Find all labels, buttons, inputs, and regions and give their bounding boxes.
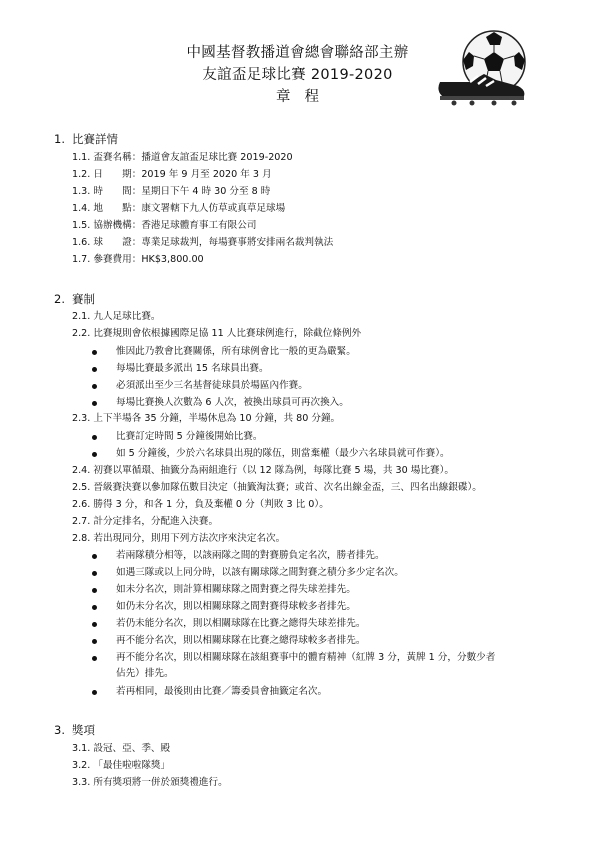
list-item: 1.2. 日 期：2019 年 9 月至 2020 年 3 月 xyxy=(72,169,272,180)
bullet-icon xyxy=(92,622,97,627)
soccer-ball-and-boot-icon xyxy=(434,26,534,108)
section-title: 獎項 xyxy=(72,723,95,737)
competition-title: 友誼盃足球比賽 2019-2020 xyxy=(202,67,393,83)
list-item: 2.5. 晉級賽決賽以參加隊伍數目決定（抽籤淘汰賽；或首、次名出線金盃，三、四名出線銀碟）。 xyxy=(72,482,482,493)
bullet-icon xyxy=(92,401,97,406)
list-item: 2.8. 若出現同分，則用下列方法次序來決定名次。 xyxy=(72,533,286,544)
list-item: 1.5. 協辦機構：香港足球體育事工有限公司 xyxy=(72,220,257,231)
list-item: 2.3. 上下半場各 35 分鐘，半場休息為 10 分鐘，共 80 分鐘。 xyxy=(72,413,341,424)
section-number: 3. xyxy=(54,723,65,737)
organizer-title: 中國基督教播道會總會聯絡部主辦 xyxy=(186,45,409,61)
list-item: 2.4. 初賽以單循環、抽籤分為兩組進行（以 12 隊為例，每隊比賽 5 場，共 30 場比賽）。 xyxy=(72,465,454,476)
list-item: 2.7. 計分定排名，分配進入決賽。 xyxy=(72,516,219,527)
section-heading xyxy=(54,722,95,738)
list-item: 2.1. 九人足球比賽。 xyxy=(72,311,161,322)
bullet-icon xyxy=(92,605,97,610)
bullet-icon xyxy=(92,588,97,593)
list-item: 3.2. 「最佳啦啦隊獎」 xyxy=(72,760,171,771)
list-item: 1.1. 盃賽名稱：播道會友誼盃足球比賽 2019-2020 xyxy=(72,152,293,163)
list-item: 3.3. 所有獎項將一併於頒獎禮進行。 xyxy=(72,777,228,788)
bullet-item-continuation: 佔先）排先。 xyxy=(116,668,174,679)
document-type-title: 章程 xyxy=(276,89,333,105)
list-item: 1.7. 參賽費用：HK$3,800.00 xyxy=(72,254,204,265)
section-number: 2. xyxy=(54,292,65,306)
section-heading xyxy=(54,291,95,307)
list-item: 1.6. 球 證：專業足球裁判，每場賽事將安排兩名裁判執法 xyxy=(72,237,334,248)
bullet-icon xyxy=(92,656,97,661)
list-item: 3.1. 設冠、亞、季、殿 xyxy=(72,743,171,754)
bullet-icon xyxy=(92,350,97,355)
list-item: 1.3. 時 間：星期日下午 4 時 30 分至 8 時 xyxy=(72,186,271,197)
section-title: 賽制 xyxy=(72,292,95,306)
bullet-icon xyxy=(92,571,97,576)
bullet-icon xyxy=(92,435,97,440)
bullet-icon xyxy=(92,639,97,644)
bullet-icon xyxy=(92,367,97,372)
list-item: 1.4. 地 點：康文署轄下九人仿草或真草足球場 xyxy=(72,203,286,214)
bullet-icon xyxy=(92,554,97,559)
section-title: 比賽詳情 xyxy=(72,132,118,146)
list-item: 2.6. 勝得 3 分，和各 1 分，負及棄權 0 分（判敗 3 比 0）。 xyxy=(72,499,329,510)
section-number: 1. xyxy=(54,132,65,146)
bullet-icon xyxy=(92,384,97,389)
bullet-icon xyxy=(92,690,97,695)
section-heading xyxy=(54,131,118,147)
bullet-icon xyxy=(92,452,97,457)
list-item: 2.2. 比賽規則會依根據國際足協 11 人比賽球例進行，除截位條例外 xyxy=(72,328,362,339)
